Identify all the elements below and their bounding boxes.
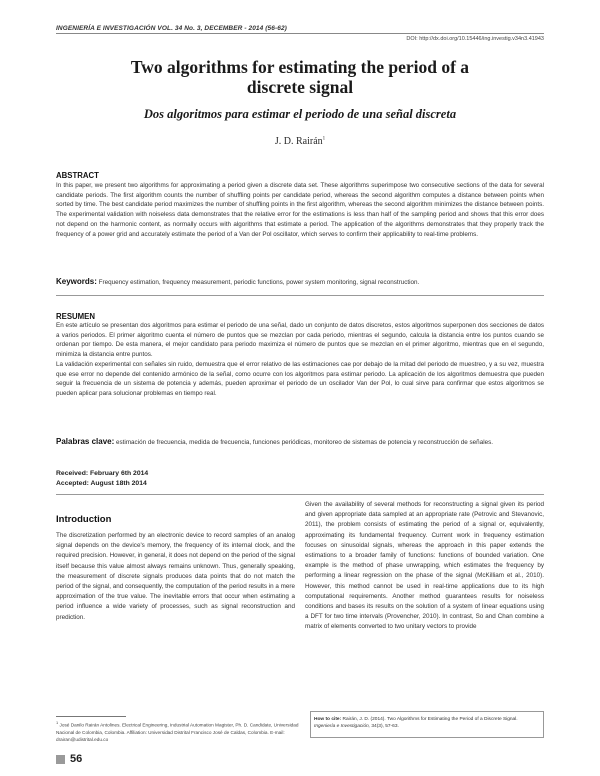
resumen-paragraph-2: La validación experimental con señales sin ruido, demuestra que el error relativo de las estimaciones cae por debajo de la mitad del periodo de muestreo, y a su vez, muestra que ese error no depende del contenido armónico de la señal, como ocurre con los algoritmos para estimar periodo. La aplicación de los algoritmos demuestra que pueden seguir la frecuencia de un sistema de potencia y además, pueden aproximar el periodo de un oscilador Van der Pol, lo cual sirve para confirmar que estos algoritmos se pueden aplicar para solucionar problemas en tiempo real. xyxy=(56,360,544,397)
spanish-title: Dos algoritmos para estimar el periodo de una señal discreta xyxy=(143,107,457,121)
citation-box xyxy=(310,711,544,738)
section-divider xyxy=(56,295,544,296)
palabras-clave-label: Palabras clave: xyxy=(56,437,115,446)
title-line-2: discrete signal xyxy=(246,77,354,97)
resumen-paragraph-1: En este artículo se presentan dos algoritmos para estimar el periodo de una señal, dado un conjunto de datos discretos, estos algoritmos superponen dos secciones de datos a varios periodos. El primer algoritmo cuenta el número de puntos que se mezclan por cada periodo, mientras el segundo, calcula la distancia entre los puntos cuando se ordenan por tiempo. De esta manera, el mejor candidato para periodo maximiza el número de puntos que se mezclan en el primer algoritmo, mientras que en el segundo, minimiza la distancia entre puntos. xyxy=(56,322,544,359)
footnote-text: José Danilo Rairán Antolines. Electrical Engineering, Industrial Automation Magister, Ph. D. Candidate, Universidad Nacional de Colombia, Colombia. Affiliation: Universidad Distrital Francisco José de Caldas, Colombia. E-mail: drairan@udistrital.edu.co xyxy=(56,722,299,742)
introduction-heading: Introduction xyxy=(56,514,112,525)
abstract-paragraph: In this paper, we present two algorithms for approximating a period given a discrete data set. These algorithms superimpose two consecutive sections of the data for several candidate periods. The first algorithm counts the number of shuffling points per candidate period, whereas the second algorithm computes a distance between points when sorted by time. The best candidate period maximizes the number of shuffling points in the first algorithm, whereas the second algorithm minimizes the distance between points. The experimental validation with noiseless data demonstrates that the relative error for the estimations is less than half of the sampling period and shows that this error does not depend on the harmonic content, as normally occurs with algorithms that estimate a period. The application of the algorithms demonstrates that they properly track the frequency of a power grid and accurately estimate the period of a Van der Pol oscillator, which serves to confirm their applicability to real-time problems. xyxy=(56,182,544,238)
page-marker-square xyxy=(56,755,65,764)
keywords-label: Keywords: xyxy=(56,277,97,286)
abstract-text xyxy=(56,181,544,239)
resumen-text xyxy=(56,321,544,399)
intro-right-paragraph: Given the availability of several methods for reconstructing a signal given its period and given appropriate data sampled at an appropriate rate (Petrovic and Stevanovic, 2011), the problem consists of estimating the period of a signal or, equivalently, approximating its fundamental frequency. Current work in frequency estimation focuses on sinusoidal signals, whereas the approach in this paper extends the estimations to a broader family of functions: functions of bounded variation. One example is the method of phase unwrapping, which estimates the frequency by performing a linear regression on the phase of the signal (McKilliam et al., 2010). However, this method cannot be used in real-time applications due to its high computational requirements. Another method guarantees results for noiseless conditions and bases its results on the solution of a system of linear equations using a DFT for two time intervals (Provencher, 2010). In contrast, So and Chan combine a matrix of elements converted to two unitary vectors to provide xyxy=(305,501,544,631)
resumen-keywords xyxy=(56,437,544,448)
received-date: Received: February 6th 2014 xyxy=(56,470,149,477)
header-rule xyxy=(56,33,544,34)
abstract-heading: ABSTRACT xyxy=(56,171,99,180)
author-footnote-mark: 1 xyxy=(322,136,326,142)
footnote-rule xyxy=(56,716,126,717)
intro-left-paragraph: The discretization performed by an electronic device to record samples of an analog signal depends on the device's memory, the frequency of its internal clock, and the required precision. However, in general, it does not depend on the period of the signal itself because this value almost always remains unknown. Thus, generally speaking, the measurement of discrete signals produces data points that do not match the period of the signal, and consequently, the computation of the period results in a mere approximation of the true value. The inevitable errors that occur when estimating a period influence a wide variety of processes, such as signal reconstruction and prediction. xyxy=(56,532,295,621)
footnote-mark: 1 xyxy=(56,720,59,725)
author xyxy=(56,136,544,147)
accepted-date: Accepted: August 18th 2014 xyxy=(56,480,147,487)
dates-divider xyxy=(56,494,544,495)
keywords-text: Frequency estimation, frequency measurement, periodic functions, power system monitoring, signal reconstruction. xyxy=(98,279,420,286)
citation-details: 34(3), 57-63. xyxy=(371,724,399,730)
citation-journal: Ingeniería e Investigación, xyxy=(314,724,371,730)
abstract-keywords xyxy=(56,277,544,288)
page-number: 56 xyxy=(70,753,83,765)
intro-left-column xyxy=(56,531,295,623)
citation-text: Rairán, J. D. (2014). Two Algorithms for Estimating the Period of a Discrete Signal. xyxy=(342,717,518,722)
author-name: J. D. Rairán xyxy=(274,136,323,147)
citation-label: How to cite: xyxy=(314,717,342,722)
doi-link[interactable]: DOI: http://dx.doi.org/10.15446/ing.investig.v34n3.41943 xyxy=(406,36,544,42)
article-dates xyxy=(56,469,148,489)
title-line-1: Two algorithms for estimating the period of a xyxy=(130,57,470,77)
intro-right-column xyxy=(305,500,544,633)
journal-header: INGENIERÍA E INVESTIGACIÓN VOL. 34 No. 3, DECEMBER - 2014 (56-62) xyxy=(56,25,287,32)
paper-title xyxy=(56,57,544,97)
resumen-heading: RESUMEN xyxy=(56,312,95,321)
author-footnote xyxy=(56,719,300,743)
palabras-clave-text: estimación de frecuencia, medida de frecuencia, funciones periódicas, monitoreo de sistemas de potencia y reconstrucción de señales. xyxy=(116,439,493,446)
